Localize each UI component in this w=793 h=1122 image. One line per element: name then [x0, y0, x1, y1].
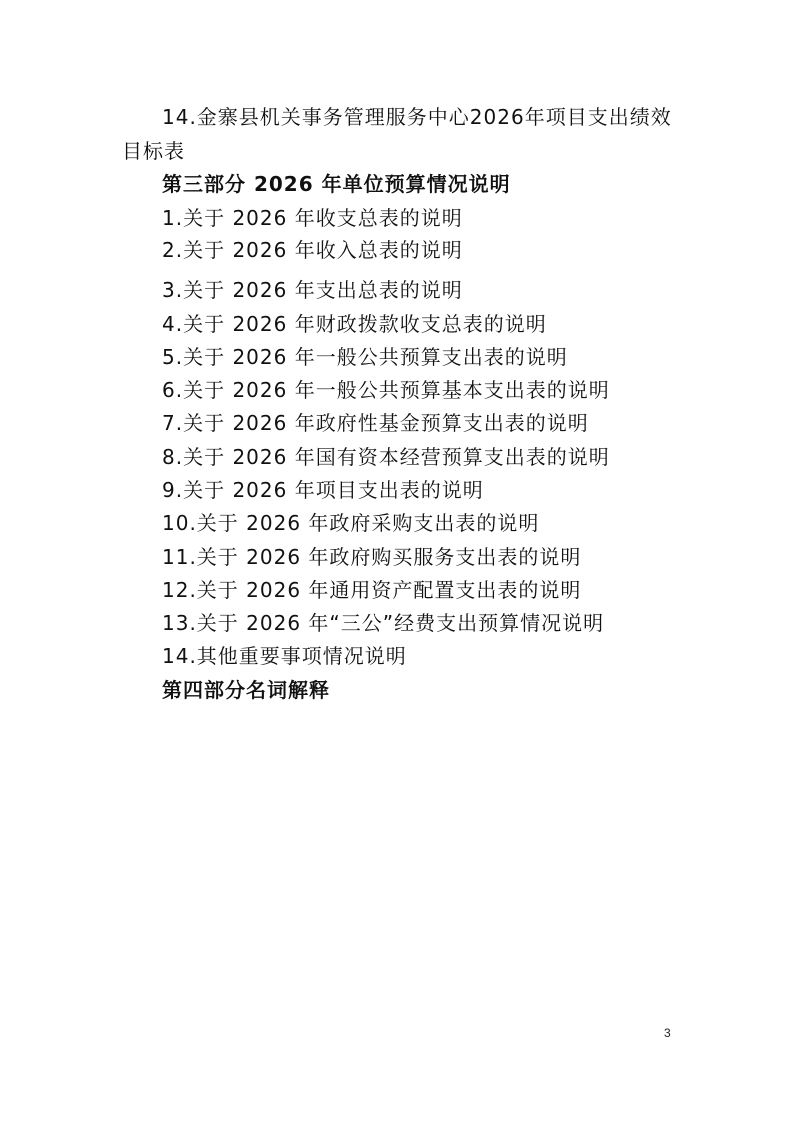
toc-item: 10.关于 2026 年政府采购支出表的说明 — [162, 511, 540, 535]
part3-heading: 第三部分 2026 年单位预算情况说明 — [162, 172, 511, 196]
toc-item: 6.关于 2026 年一般公共预算基本支出表的说明 — [162, 378, 610, 402]
toc-item: 14.其他重要事项情况说明 — [162, 644, 407, 668]
toc-item: 3.关于 2026 年支出总表的说明 — [162, 278, 463, 302]
toc-item: 8.关于 2026 年国有资本经营预算支出表的说明 — [162, 445, 610, 469]
toc-item: 1.关于 2026 年收支总表的说明 — [162, 206, 463, 230]
page-number: 3 — [664, 1026, 671, 1040]
toc-item: 12.关于 2026 年通用资产配置支出表的说明 — [162, 578, 582, 602]
toc-item: 5.关于 2026 年一般公共预算支出表的说明 — [162, 345, 568, 369]
toc-item: 13.关于 2026 年“三公”经费支出预算情况说明 — [162, 611, 605, 635]
toc-item: 11.关于 2026 年政府购买服务支出表的说明 — [162, 545, 582, 569]
toc-item: 2.关于 2026 年收入总表的说明 — [162, 238, 463, 262]
toc-item: 9.关于 2026 年项目支出表的说明 — [162, 478, 484, 502]
toc-item: 7.关于 2026 年政府性基金预算支出表的说明 — [162, 411, 589, 435]
part4-heading: 第四部分名词解释 — [162, 678, 330, 702]
toc-item: 4.关于 2026 年财政拨款收支总表的说明 — [162, 312, 547, 336]
toc-item-continued: 14.金寨县机关事务管理服务中心2026年项目支出绩效目标表 — [122, 105, 672, 163]
